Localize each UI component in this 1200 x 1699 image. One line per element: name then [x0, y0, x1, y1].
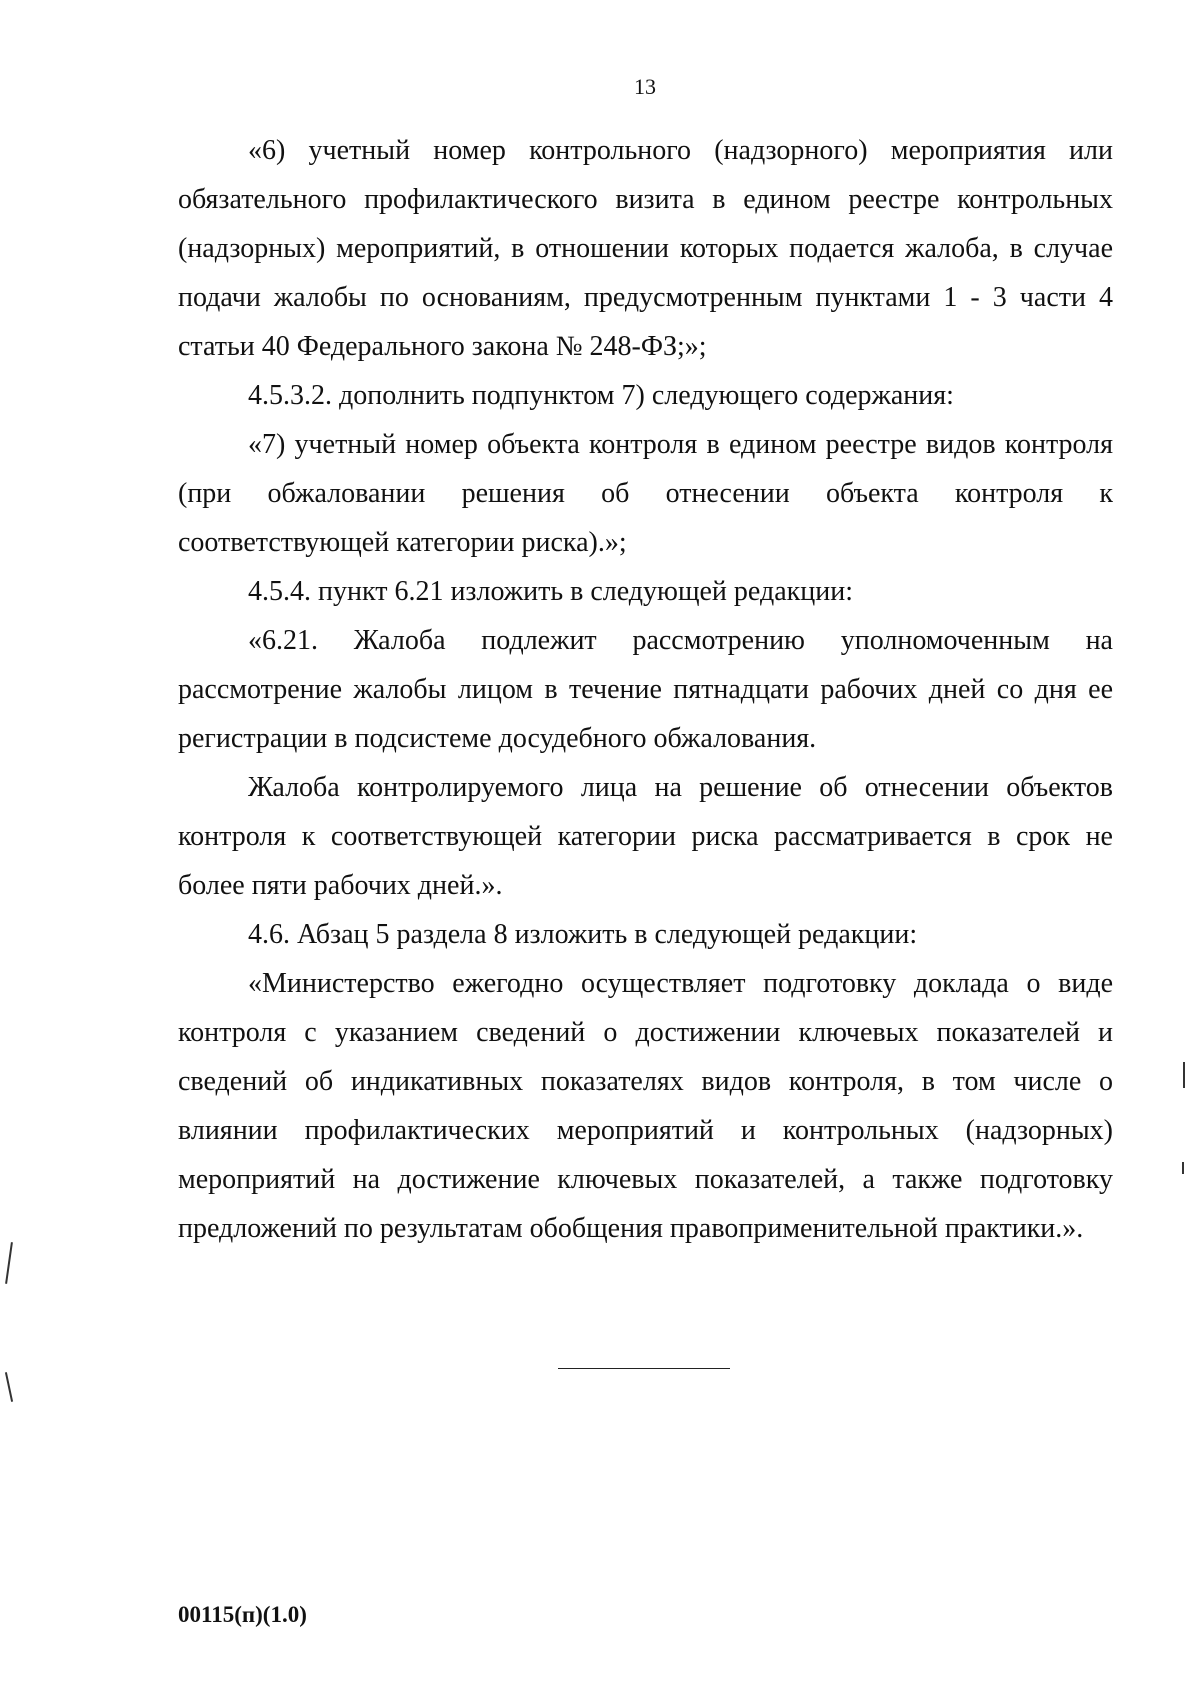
paragraph-4-5-3-2: 4.5.3.2. дополнить подпунктом 7) следующего содержания: [248, 380, 954, 411]
paragraph-ministry-report: «Министерство ежегодно осуществляет подготовку доклада о виде контроля с указанием сведений о достижении ключевых показателей и сведений об индикативных показателях видов контроля, в том числе о влиянии профилактических мероприятий и контрольных (надзорных) мероприятий на достижение ключевых показателей, а также подготовку предложений по результатам обобщения правоприменительной практики.». [178, 968, 1113, 1244]
paragraph-6-item: «6) учетный номер контрольного (надзорного) мероприятия или обязательного профилактического визита в едином реестре контрольных (надзорных) мероприятий, в отношении которых подается жалоба, в случае подачи жалобы по основаниям, предусмотренным пунктами 1 - 3 части 4 статьи 40 Федерального закона № 248-ФЗ;»; [178, 135, 1113, 362]
paragraph-complaint-risk: Жалоба контролируемого лица на решение об отнесении объектов контроля к соответствующей категории риска рассматривается в срок не более пяти рабочих дней.». [178, 772, 1113, 901]
paragraph-4-6: 4.6. Абзац 5 раздела 8 изложить в следующей редакции: [248, 919, 918, 950]
scan-mark-left-lower [5, 1372, 13, 1402]
paragraph-4-5-4: 4.5.4. пункт 6.21 изложить в следующей редакции: [248, 576, 853, 607]
document-code: 00115(п)(1.0) [178, 1602, 307, 1627]
paragraph-7-item: «7) учетный номер объекта контроля в едином реестре видов контроля (при обжаловании решения об отнесении объекта контроля к соответствующей категории риска).»; [178, 429, 1113, 558]
document-body [178, 126, 1113, 1253]
paragraph-6-21: «6.21. Жалоба подлежит рассмотрению уполномоченным на рассмотрение жалобы лицом в течение пятнадцати рабочих дней со дня ее регистрации в подсистеме досудебного обжалования. [178, 625, 1113, 754]
scan-mark-left [5, 1242, 13, 1284]
page-number: 13 [634, 74, 656, 99]
scan-mark-right-hook [1182, 1162, 1184, 1174]
end-separator-line [558, 1368, 730, 1369]
scan-mark-right [1183, 1062, 1185, 1088]
